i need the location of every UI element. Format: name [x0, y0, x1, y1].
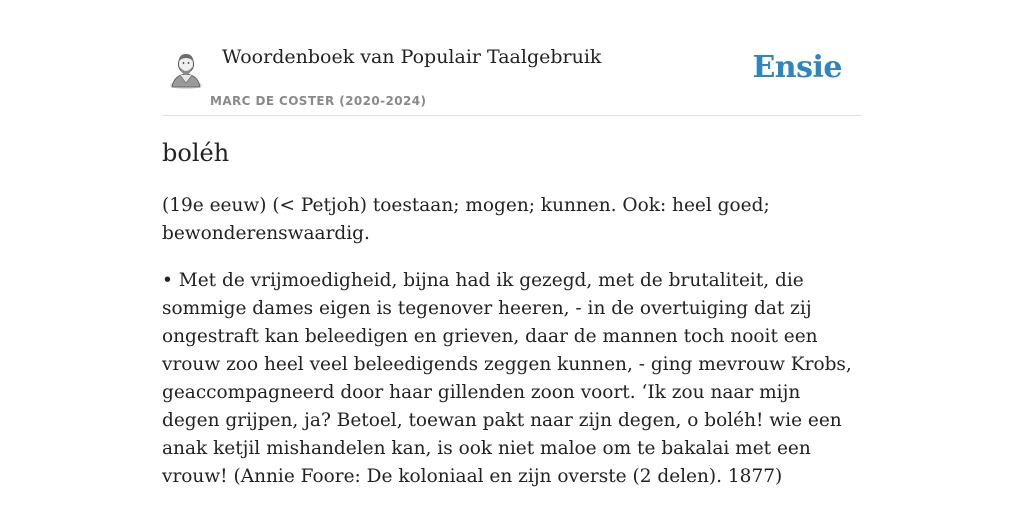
- site-title[interactable]: Woordenboek van Populair Taalgebruik: [222, 46, 602, 68]
- citation-quote: • Met de vrijmoedigheid, bijna had ik gezegd, met de brutaliteit, die sommige dames eigen is tegenover heeren, - in de overtuiging dat zij ongestraft kan beleedigen en grieven, daar de mannen toch nooit een vrouw zoo heel veel beleedigends zeggen kunnen, - ging mevrouw Krobs, geaccompagneerd door haar gillenden zoon voort. ‘Ik zou naar mijn degen grijpen, ja? Betoel, toewan pakt naar zijn degen, o boléh! wie een anak ketjil mishandelen kan, is ook niet maloe om te bakalai met een vrouw! (Annie Foore: De koloniaal en zijn overste (2 delen). 1877): [162, 270, 852, 487]
- definition: (19e eeuw) (< Petjoh) toestaan; mogen; kunnen. Ook: heel goed; bewonderenswaardig.: [162, 195, 770, 244]
- headword: boléh: [162, 139, 230, 167]
- author-credit: MARC DE COSTER (2020-2024): [210, 94, 427, 108]
- brand-logo[interactable]: Ensie: [752, 50, 842, 85]
- header: [162, 0, 862, 116]
- entry-card: [162, 0, 862, 512]
- portrait-icon[interactable]: [168, 49, 204, 89]
